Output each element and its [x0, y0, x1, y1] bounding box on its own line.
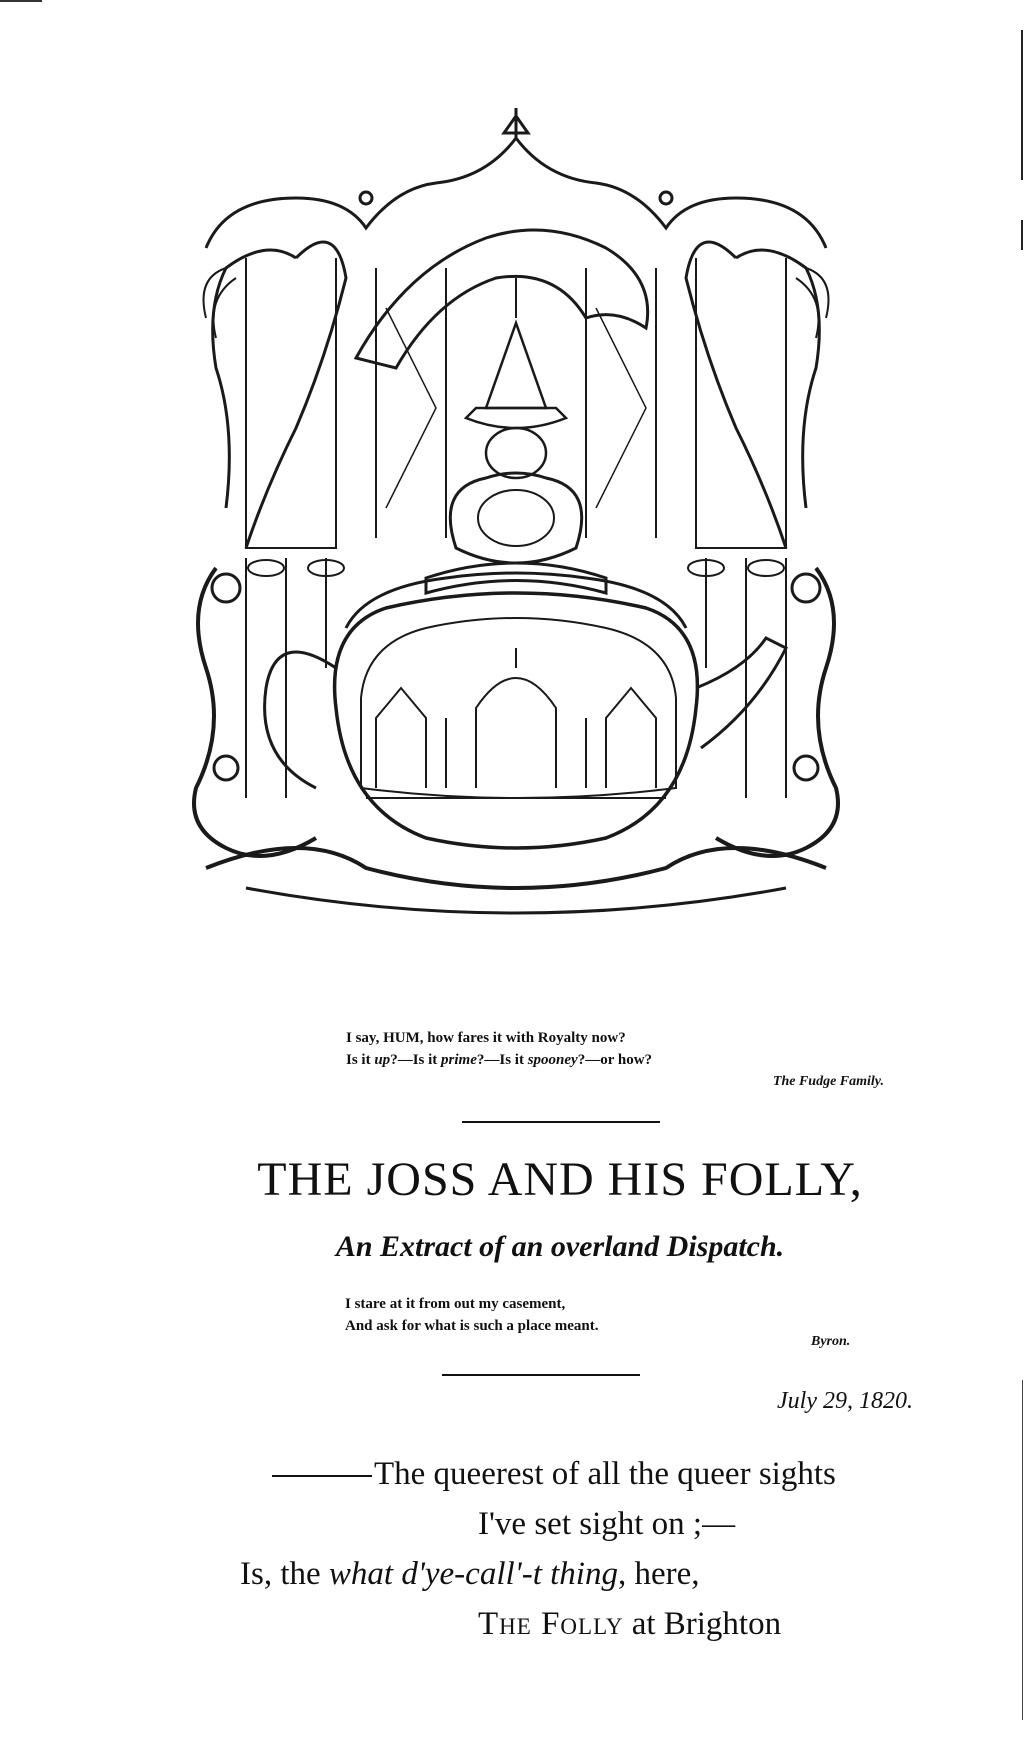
- epigraph-fudge-family: [346, 1027, 906, 1093]
- epigraph-attribution: Byron.: [811, 1334, 851, 1349]
- dispatch-date: July 29, 1820.: [777, 1388, 913, 1414]
- epigraph-line: Is it up?—Is it prime?—Is it spooney?—or how?: [346, 1052, 653, 1068]
- poem-line: I've set sight on ;—: [478, 1506, 736, 1542]
- epigraph-line: I say, HUM, how fares it with Royalty now?: [346, 1030, 626, 1046]
- page-edge-line: [1021, 220, 1023, 250]
- section-rule: [462, 1121, 660, 1123]
- epigraph-attribution: The Fudge Family.: [772, 1074, 884, 1089]
- page-edge-line: [1022, 1380, 1023, 1720]
- epigraph-line: And ask for what is such a place meant.: [345, 1318, 599, 1334]
- poem-line: The queerest of all the queer sights: [272, 1456, 836, 1493]
- epigraph-line: I stare at it from out my casement,: [345, 1296, 566, 1312]
- section-rule: [442, 1374, 640, 1376]
- page-edge-line: [1021, 30, 1023, 180]
- page-title: THE JOSS AND HIS FOLLY,: [257, 1153, 863, 1206]
- em-dash-rule: [272, 1475, 372, 1477]
- epigraph-byron: [345, 1293, 851, 1349]
- page-subtitle: An Extract of an overland Dispatch.: [335, 1230, 785, 1263]
- poem-line: The Folly at Brighton: [478, 1606, 782, 1642]
- poem-line: Is, the what d'ye-call'-t thing, here,: [240, 1556, 700, 1592]
- joss-teapot-illustration: [186, 108, 846, 978]
- corner-mark: [0, 0, 42, 10]
